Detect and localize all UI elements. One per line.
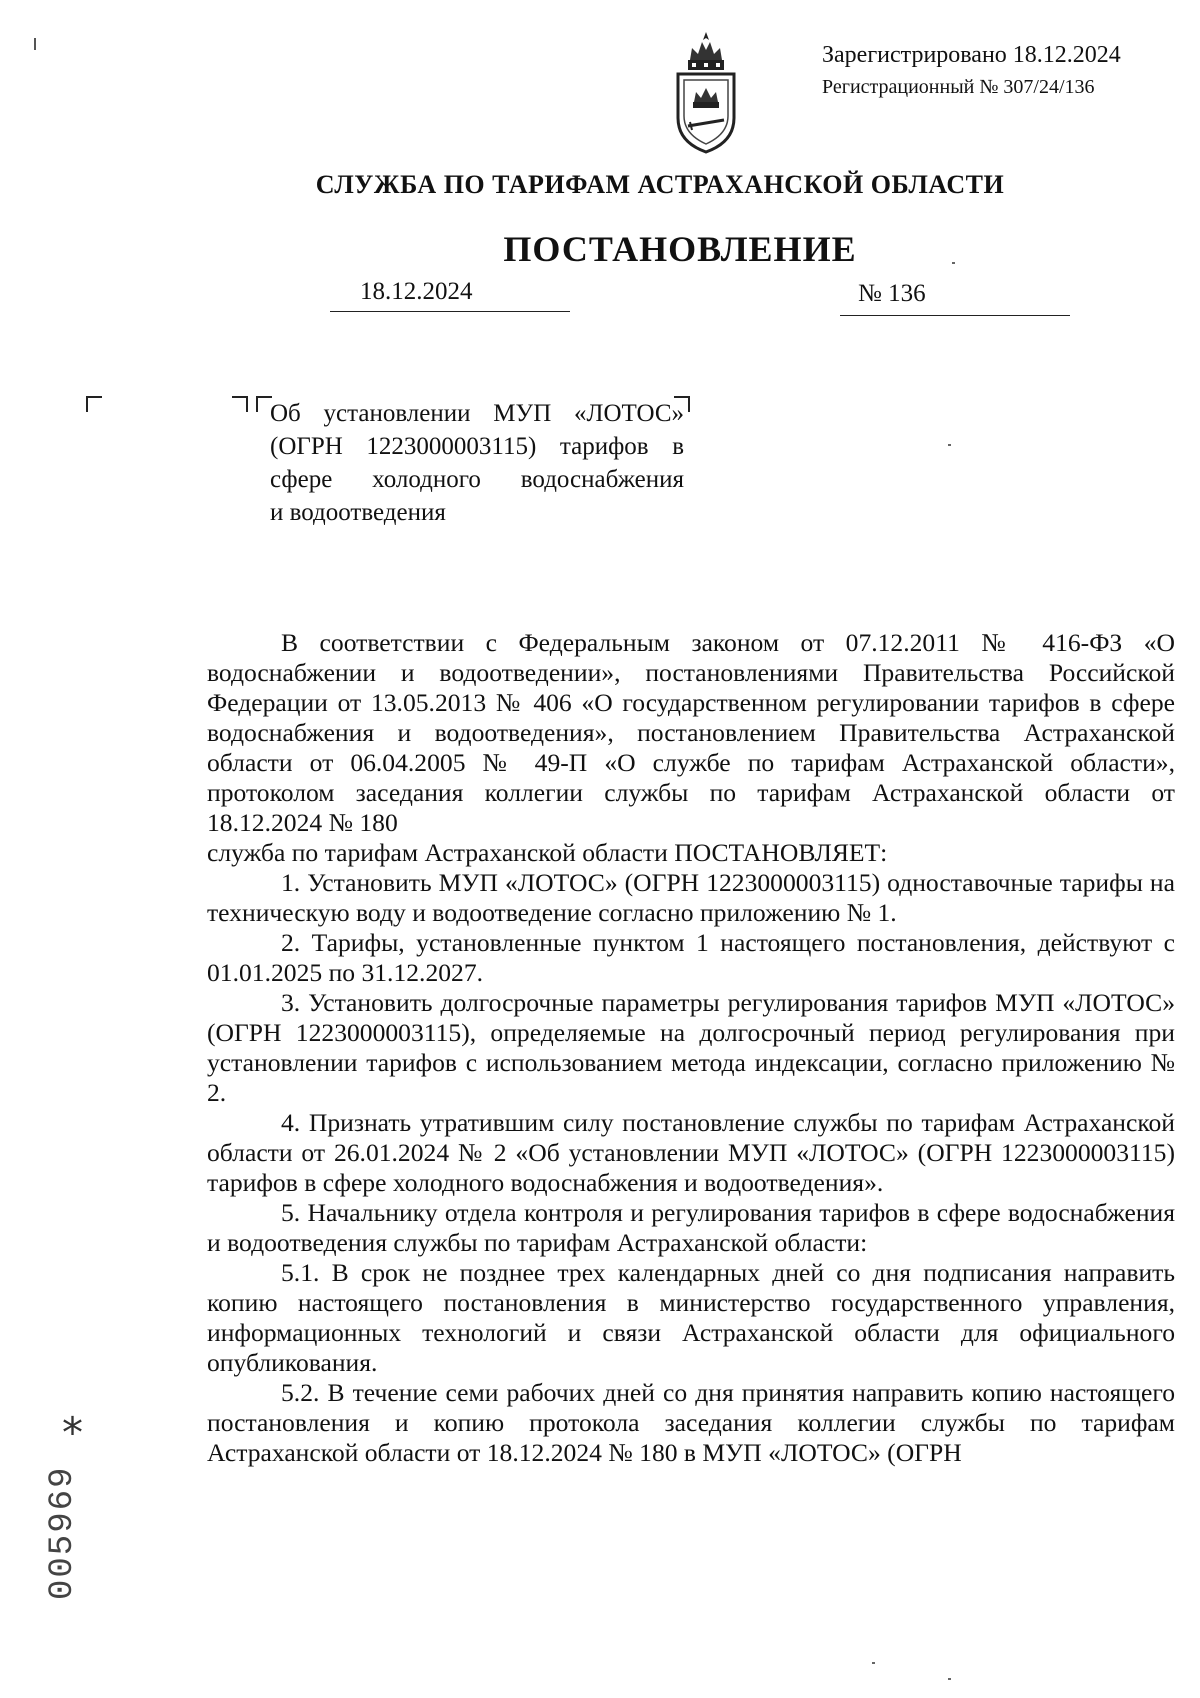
date-underline [330,311,570,312]
decree-paragraph: служба по тарифам Астраханской области ПОСТАНОВЛЯЕТ: [207,838,888,867]
subject-line: Об установлении МУП «ЛОТОС» [270,400,684,427]
document-title: ПОСТАНОВЛЕНИЕ [503,229,857,269]
margin-bracket [86,396,102,412]
subject-line: (ОГРН 1223000003115) тарифов в [270,433,684,460]
document-subject [270,397,684,529]
scan-mark [34,38,36,50]
item-5-2-paragraph: 5.2. В течение семи рабочих дней со дня принятия направить копию настоящего постановления и копию протокола заседания коллегии службы по тарифам Астраханской области от 18.12.2024 № 180 в МУП «ЛОТОС» (ОГРН [207,1378,1175,1467]
subject-line: сфере холодного водоснабжения [270,466,684,493]
coat-of-arms-emblem [668,30,744,156]
number-underline [840,315,1070,316]
organization-name: СЛУЖБА ПО ТАРИФАМ АСТРАХАНСКОЙ ОБЛАСТИ [315,170,1005,199]
item-2-paragraph: 2. Тарифы, установленные пунктом 1 настоящего постановления, действуют с 01.01.2025 по 31.12.2027. [207,928,1175,987]
scan-speck [948,444,951,446]
item-4-paragraph: 4. Признать утратившим силу постановление службы по тарифам Астраханской области от 26.01.2024 № 2 «Об установлении МУП «ЛОТОС» (ОГРН 1223000003115) тарифов в сфере холодного водоснабжения и водоотведения». [207,1108,1175,1197]
scan-speck [948,1678,951,1680]
side-stamp-number: 005969 [44,1465,82,1600]
scan-speck [872,1662,875,1664]
document-number: № 136 [858,280,926,307]
scan-speck [952,262,955,264]
item-5-paragraph: 5. Начальнику отдела контроля и регулирования тарифов в сфере водоснабжения и водоотведения службы по тарифам Астраханской области: [207,1198,1175,1257]
preamble-paragraph: В соответствии с Федеральным законом от 07.12.2011 № 416-ФЗ «О водоснабжении и водоотведении», постановлениями Правительства Российской Федерации от 13.05.2013 № 406 «О государственном регулировании тарифов в сфере водоснабжения и водоотведения», постановлением Правительства Астраханской области от 06.04.2005 № 49-П «О службе по тарифам Астраханской области», протоколом заседания коллегии службы по тарифам Астраханской области от 18.12.2024 № 180 [207,628,1175,837]
registration-date: Зарегистрировано 18.12.2024 [822,42,1121,68]
subject-bracket-left-outer [232,396,248,412]
document-date: 18.12.2024 [360,278,473,305]
item-5-1-paragraph: 5.1. В срок не позднее трех календарных дней со дня подписания направить копию настоящего постановления в министерство государственного управления, информационных технологий и связи Астраханской области для официального опубликования. [207,1258,1175,1377]
registration-stamp [822,38,1121,102]
subject-line: и водоотведения [270,499,446,526]
registration-number: Регистрационный № 307/24/136 [822,76,1095,98]
item-3-paragraph: 3. Установить долгосрочные параметры регулирования тарифов МУП «ЛОТОС» (ОГРН 1223000003115), определяемые на долгосрочный период регулирования при установлении тарифов с использованием метода индексации, согласно приложению № 2. [207,988,1175,1107]
side-stamp-star: * [62,1408,83,1457]
document-body [207,628,1175,1468]
item-1-paragraph: 1. Установить МУП «ЛОТОС» (ОГРН 1223000003115) одноставочные тарифы на техническую воду и водоотведение согласно приложению № 1. [207,868,1175,927]
